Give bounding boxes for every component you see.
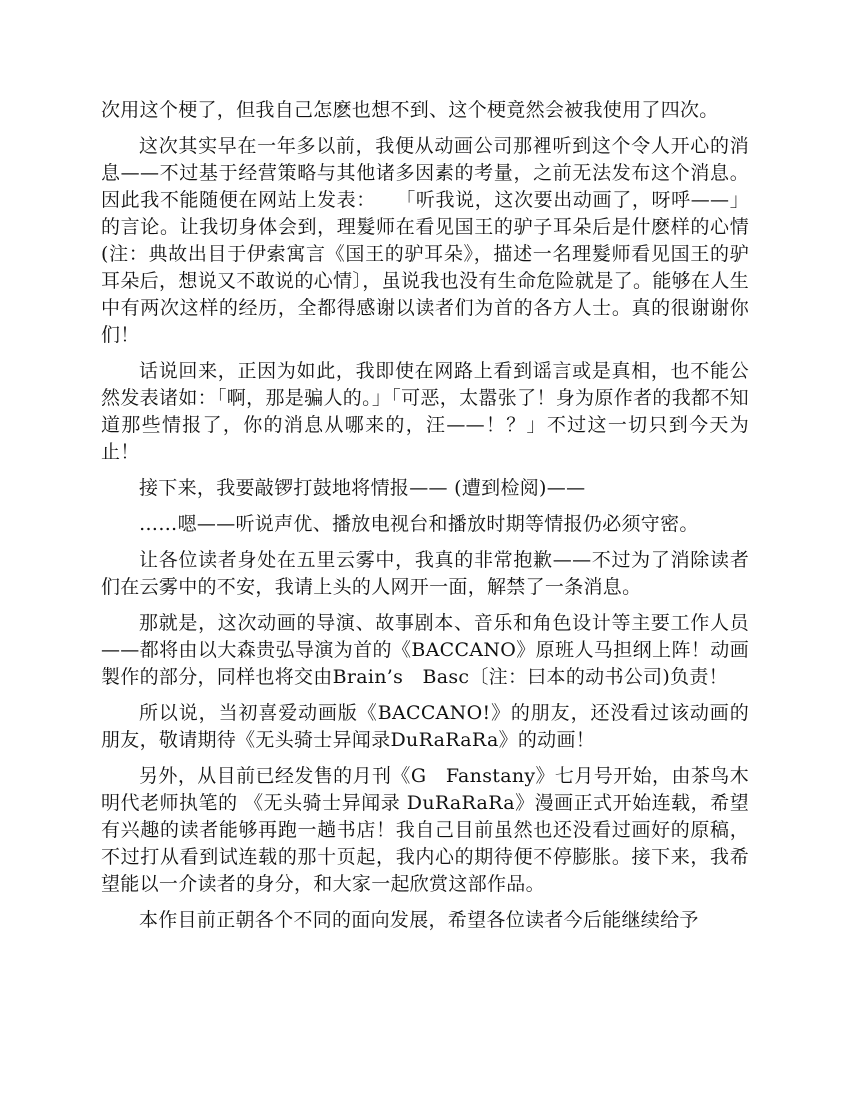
paragraph-5: ……嗯——听说声优、播放电视台和播放时期等情报仍必须守密。 (139, 513, 699, 535)
paragraph-2: 这次其实早在一年多以前，我便从动画公司那裡听到这个令人开心的消息——不过基于经营策略与其他诸多因素的考量，之前无法发布这个消息。因此我不能随便在网站上发表： 「听我说，这次要出动画了，呀呼——」的言论。让我切身体会到，理髮师在看见国王的驴子耳朵后是什麽样的心情(注：典故出目于伊索寓言《国王的驴耳朵》，描述一名理髮师看见国王的驴耳朵后，想说又不敢说的心情〕，虽说我也没有生命危险就是了。能够在人生中有两次这样的经历，全都得感谢以读者们为首的各方人士。真的很谢谢你们！ (101, 135, 749, 346)
paragraph-7: 那就是，这次动画的导演、故事剧本、音乐和角色设计等主要工作人员——都将由以大森贵弘导演为首的《BACCANO》原班人马担纲上阵！动画製作的部分，同样也将交由Brain’s Basc〔注：曰本的动书公司)负责！ (101, 612, 749, 688)
paragraph-3: 话说回来，正因为如此，我即使在网路上看到谣言或是真相，也不能公然发表诸如：「啊，那是骗人的。」「可恶，太嚣张了！身为原作者的我都不知道那些情报了，你的消息从哪来的，汪——！？」不过这一切只到今天为止！ (101, 360, 749, 463)
document-page (101, 97, 749, 943)
paragraph-9: 另外，从目前已经发售的月刊《G Fanstany》七月号开始，由茶鸟木明代老师执笔的 《无头骑士异闻录 DuRaRaRa》漫画正式开始连载，希望有兴趣的读者能够再跑一趟书店！我自己目前虽然也还没看过画好的原稿，不过打从看到试连载的那十页起，我内心的期待便不停膨胀。接下来，我希望能以一介读者的身分，和大家一起欣赏这部作品。 (101, 765, 749, 895)
paragraph-8: 所以说，当初喜爱动画版《BACCANO!》的朋友，还没看过该动画的朋友，敬请期待《无头骑士异闻录DuRaRaRa》的动画！ (101, 702, 749, 751)
paragraph-10: 本作目前正朝各个不同的面向发展，希望各位读者今后能继续给予 (139, 909, 699, 931)
paragraph-4: 接下来，我要敲锣打鼓地将情报—— (遭到检阅)—— (139, 477, 586, 499)
paragraph-1: 次用这个梗了，但我自己怎麽也想不到、这个梗竟然会被我使用了四次。 (101, 99, 719, 121)
paragraph-6: 让各位读者身处在五里云雾中，我真的非常抱歉——不过为了消除读者们在云雾中的不安，我请上头的人网开一面，解禁了一条消息。 (101, 549, 749, 598)
